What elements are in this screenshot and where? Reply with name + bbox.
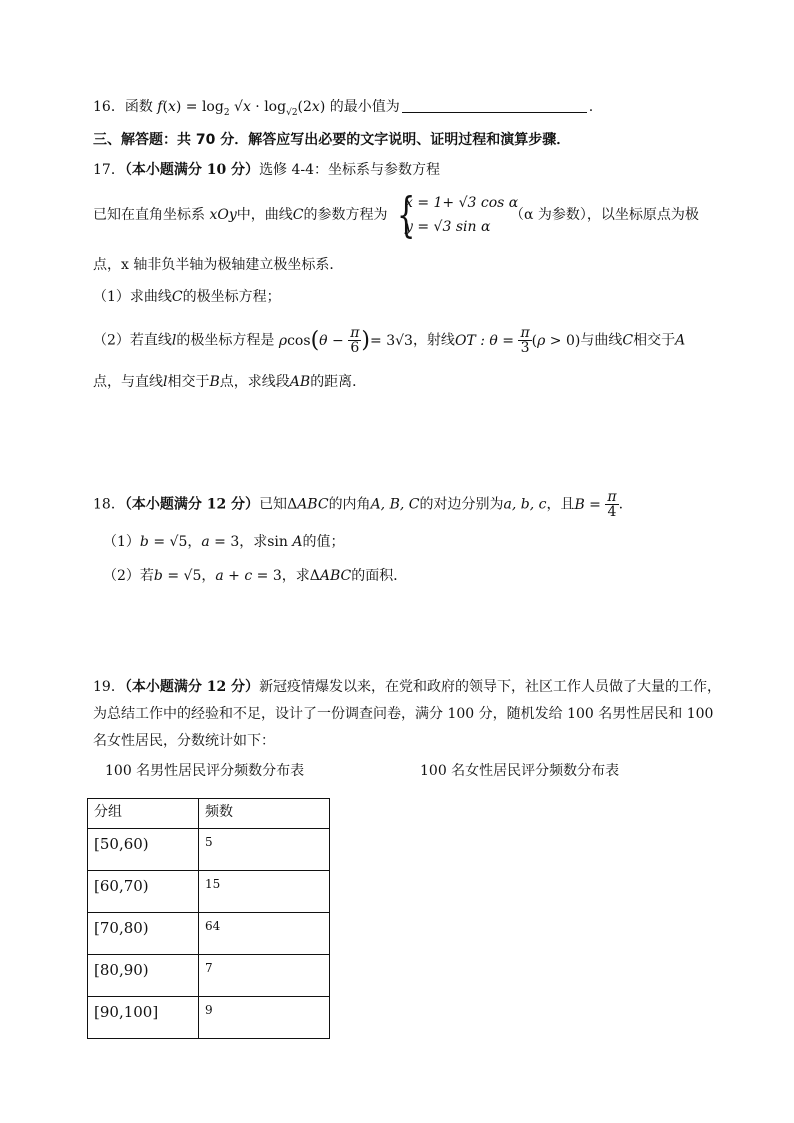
angles-abc: A, B, C bbox=[370, 496, 420, 513]
q18-comma: ， bbox=[201, 568, 216, 584]
brace-icon: { bbox=[397, 187, 416, 243]
caption-female: 100 名女性居民评分频数分布表 bbox=[420, 763, 620, 779]
sin-a: sin A bbox=[267, 534, 303, 550]
q18-p2c: 的面积． bbox=[351, 568, 408, 584]
header-group: 分组 bbox=[88, 799, 199, 829]
q17-part1-b: 的极坐标方程； bbox=[182, 289, 281, 305]
q17-part2-a: （2）若直线 bbox=[93, 332, 172, 349]
q17-topic: 选修 4-4：坐标系与参数方程 bbox=[259, 162, 441, 178]
q17-text1b: 中，曲线 bbox=[236, 207, 293, 223]
q19-line2: 为总结工作中的经验和不足，设计了一份调查问卷，满分 100 分，随机发给 100 名男性居民和 100 bbox=[93, 706, 714, 722]
segment-ab-symbol: AB bbox=[289, 374, 311, 390]
q17-part2-i: 的距离． bbox=[310, 374, 367, 390]
q18-sum: a + c = 3 bbox=[215, 568, 282, 584]
q17-title bbox=[93, 160, 440, 180]
line-l-symbol: l bbox=[171, 332, 177, 349]
q17-param-note: （α 为参数），以坐标原点为极 bbox=[510, 207, 699, 223]
angle-b-value: B = $\frac{\pi}{4}$ bbox=[574, 489, 617, 520]
q17-part1 bbox=[93, 287, 281, 307]
sys-row-2: y = √3 sin α bbox=[405, 219, 491, 235]
caption-male: 100 名男性居民评分频数分布表 bbox=[105, 763, 305, 779]
q18-text-d: ，且 bbox=[546, 496, 575, 513]
cell-group: [90,100] bbox=[88, 997, 199, 1039]
q18-comma: ， bbox=[187, 534, 202, 550]
q16-suffix: 的最小值为 bbox=[329, 99, 400, 115]
q19-line3: 名女性居民，分数统计如下： bbox=[93, 733, 275, 749]
q18-part1 bbox=[103, 532, 345, 552]
q18-marks: （本小题满分 12 分） bbox=[124, 496, 260, 513]
cell-count: 64 bbox=[199, 913, 330, 955]
triangle-abc: ΔABC bbox=[287, 496, 329, 513]
q17-part2 bbox=[93, 326, 685, 355]
sys-row-1: x = 1+ √3 cos α bbox=[405, 195, 519, 211]
q17-text1c: 的参数方程为 bbox=[303, 207, 388, 223]
q18-title bbox=[93, 490, 623, 519]
q16-end: . bbox=[588, 99, 594, 115]
cell-group: [80,90) bbox=[88, 955, 199, 997]
ray-equation: OT : θ = $\frac{\pi}{3}$ (ρ > 0) bbox=[454, 325, 581, 356]
table-row bbox=[88, 829, 330, 871]
q18-number: 18． bbox=[93, 496, 125, 513]
q16-formula: $f(x) = \log_2 √x \cdot \log_{√2}(2x)$ bbox=[157, 99, 326, 118]
q18-period: . bbox=[618, 496, 624, 513]
question-16 bbox=[93, 97, 593, 123]
xoy-symbol: xOy bbox=[209, 207, 237, 223]
q17-part1-a: （1）求曲线 bbox=[93, 289, 172, 305]
polar-equation: ρcos(θ − $\frac{\pi}{6}$ )= 3√3 bbox=[278, 325, 413, 356]
q17-marks: （本小题满分 10 分） bbox=[124, 162, 260, 178]
q17-number: 17． bbox=[93, 162, 125, 178]
cell-group: [70,80) bbox=[88, 913, 199, 955]
q18-p1-given: b = √5 bbox=[139, 534, 188, 550]
q17-part2-e: 相交于 bbox=[633, 332, 676, 349]
q17-line1 bbox=[93, 205, 387, 225]
table-row bbox=[88, 913, 330, 955]
q17-text1a: 已知在直角坐标系 bbox=[93, 207, 205, 223]
point-a-symbol: A bbox=[675, 332, 686, 349]
q18-text-b: 的内角 bbox=[328, 496, 371, 513]
point-b-symbol: B bbox=[209, 374, 220, 390]
header-count: 频数 bbox=[199, 799, 330, 829]
q17-line2: 点，x 轴非负半轴为极轴建立极坐标系． bbox=[93, 257, 344, 273]
curve-c-symbol: C bbox=[622, 332, 634, 349]
q19-line1-text: 新冠疫情爆发以来，在党和政府的领导下，社区工作人员做了大量的工作， bbox=[259, 679, 722, 695]
cell-count: 5 bbox=[199, 829, 330, 871]
q16-prefix: 16．函数 bbox=[93, 99, 153, 115]
q17-part2-c: ，射线 bbox=[412, 332, 455, 349]
q18-p2b: ，求 bbox=[281, 568, 310, 584]
cell-group: [60,70) bbox=[88, 871, 199, 913]
parametric-system bbox=[397, 187, 519, 243]
q17-part2-b: 的极坐标方程是 bbox=[176, 332, 275, 349]
q17-part2-h: 点，求线段 bbox=[219, 374, 290, 390]
sides-abc: a, b, c bbox=[503, 496, 547, 513]
q17-part2-d: 与曲线 bbox=[580, 332, 623, 349]
q19-number: 19． bbox=[93, 679, 125, 695]
frequency-table bbox=[87, 798, 330, 1039]
q17-part2-cont bbox=[93, 372, 366, 392]
cell-count: 9 bbox=[199, 997, 330, 1039]
cell-count: 7 bbox=[199, 955, 330, 997]
q18-a-value: a = 3 bbox=[201, 534, 240, 550]
curve-c-symbol: C bbox=[292, 207, 304, 223]
q19-marks: （本小题满分 12 分） bbox=[124, 679, 260, 695]
q19-line1 bbox=[93, 677, 721, 697]
q17-part2-g: 相交于 bbox=[167, 374, 210, 390]
q18-p2a: （2）若 bbox=[103, 568, 154, 584]
q18-part2 bbox=[103, 566, 407, 586]
answer-blank[interactable] bbox=[402, 98, 587, 113]
table-row bbox=[88, 997, 330, 1039]
table-row bbox=[88, 871, 330, 913]
q18-p1c: 的值； bbox=[302, 534, 345, 550]
q18-p1a: （1） bbox=[103, 534, 140, 550]
q18-p2-given: b = √5 bbox=[153, 568, 202, 584]
section-heading: 三、解答题：共 70 分．解答应写出必要的文字说明、证明过程和演算步骤． bbox=[93, 132, 571, 148]
curve-c-symbol: C bbox=[171, 289, 183, 305]
table-header-row bbox=[88, 799, 330, 829]
triangle-abc: ΔABC bbox=[309, 568, 352, 584]
q18-p1b: ，求 bbox=[239, 534, 268, 550]
line-l-symbol: l bbox=[163, 374, 168, 390]
q17-part2-f: 点，与直线 bbox=[93, 374, 163, 390]
q18-text-c: 的对边分别为 bbox=[419, 496, 504, 513]
q18-text-a: 已知 bbox=[259, 496, 288, 513]
cell-count: 15 bbox=[199, 871, 330, 913]
cell-group: [50,60) bbox=[88, 829, 199, 871]
table-row bbox=[88, 955, 330, 997]
